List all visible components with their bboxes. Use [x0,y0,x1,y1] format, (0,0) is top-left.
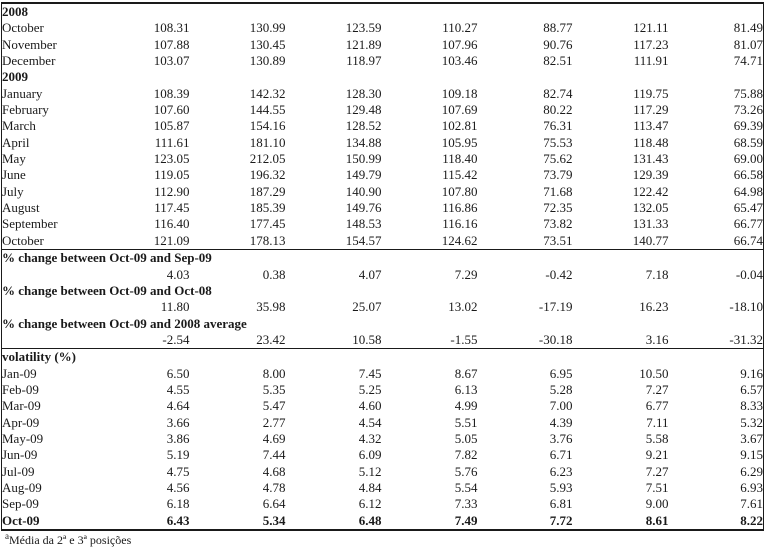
cell-value: 0.38 [262,266,286,282]
table-row [2,267,764,283]
cell-value: 7.45 [358,365,382,381]
cell-value: 90.76 [543,36,573,52]
row-label: January [2,85,43,101]
cell-value: 69.39 [733,118,763,134]
row-label: Mar-09 [2,398,41,414]
cell-value: 5.25 [358,381,382,397]
row-label: Jul-09 [2,463,35,479]
cell-value: 8.22 [740,512,763,528]
cell-value: 107.60 [153,102,190,118]
cell-value: 7.11 [646,414,669,430]
cell-value: 4.60 [358,398,382,414]
row-label: Oct-09 [2,512,40,528]
table-row [2,496,764,512]
cell-value: 107.88 [153,36,190,52]
cell-value: 13.02 [448,299,478,315]
cell-value: 117.29 [633,102,669,118]
cell-value: 105.87 [153,118,190,134]
cell-value: 3.67 [740,430,763,446]
cell-value: 196.32 [249,167,286,183]
cell-value: 107.69 [441,102,478,118]
table-row [2,431,764,447]
cell-value: 2.77 [262,414,286,430]
cell-value: 111.61 [154,134,190,150]
cell-value: 148.53 [345,216,382,232]
row-label: April [2,134,30,150]
section-header-cell: volatility (%) [2,349,764,366]
cell-value: 66.74 [733,232,763,248]
row-label: June [2,167,26,183]
table-row [2,316,764,332]
cell-value: 111.91 [633,53,669,69]
cell-value: 73.79 [543,167,573,183]
cell-value: -31.32 [729,331,763,347]
cell-value: 16.23 [639,299,669,315]
cell-value: 8.61 [645,512,669,528]
row-label [2,299,94,315]
table-row [2,283,764,299]
table-row [2,151,764,167]
cell-value: -0.04 [735,266,763,282]
cell-value: 4.56 [166,479,190,495]
cell-value: 108.31 [153,20,190,36]
cell-value: 25.07 [352,299,382,315]
row-label: May-09 [2,430,44,446]
cell-value: 7.51 [645,479,669,495]
cell-value: 5.58 [645,430,669,446]
footnote-marker: a [5,531,9,541]
cell-value: 8.00 [262,365,286,381]
cell-value: 4.03 [166,266,190,282]
section-header-cell: 2008 [2,4,28,19]
cell-value: 5.12 [358,463,382,479]
cell-value: 6.23 [549,463,573,479]
cell-value: 7.00 [549,398,573,414]
cell-value: 75.62 [543,151,573,167]
footnote-text: Média da 2ª e 3ª posições [9,533,132,547]
cell-value: 3.76 [549,430,573,446]
cell-value: 5.34 [262,512,286,528]
cell-value: 154.57 [345,232,382,248]
cell-value: 82.51 [543,53,573,69]
cell-value: 110.27 [442,20,478,36]
table-row [2,233,764,250]
cell-value: 4.55 [166,381,190,397]
table-row [2,184,764,200]
table-row [2,299,764,315]
row-label: August [2,200,40,216]
cell-value: 4.84 [358,479,382,495]
row-label: Jan-09 [2,365,37,381]
cell-value: 117.45 [154,200,190,216]
cell-value: 131.43 [632,151,669,167]
row-label: October [2,20,44,36]
cell-value: 116.86 [442,200,478,216]
cell-value: 112.90 [154,183,190,199]
cell-value: 149.79 [345,167,382,183]
cell-value: 154.16 [249,118,286,134]
cell-value: 130.45 [249,36,286,52]
cell-value: 5.76 [454,463,478,479]
cell-value: 116.40 [154,216,190,232]
row-label: July [2,183,24,199]
cell-value: 5.47 [262,398,286,414]
cell-value: 118.48 [633,134,669,150]
cell-value: -18.10 [729,299,763,315]
cell-value: 81.07 [733,36,763,52]
cell-value: 118.40 [442,151,478,167]
table-row [2,366,764,382]
cell-value: 144.55 [249,102,286,118]
table-row [2,167,764,183]
cell-value: 80.22 [543,102,573,118]
section-header-cell: 2009 [2,69,28,85]
row-label [2,332,94,349]
table-row [2,480,764,496]
cell-value: 66.58 [733,167,763,183]
table-row [2,513,764,530]
table-row [2,332,764,349]
cell-value: 121.89 [345,36,382,52]
cell-value: 140.90 [345,183,382,199]
table-row [2,37,764,53]
cell-value: 7.72 [549,512,573,528]
cell-value: 130.99 [249,20,286,36]
cell-value: 7.82 [454,447,478,463]
cell-value: 6.57 [740,381,763,397]
cell-value: 121.11 [633,20,669,36]
cell-value: 4.64 [166,398,190,414]
price-index-table [1,2,764,531]
cell-value: 3.86 [166,430,190,446]
table-row [2,53,764,69]
cell-value: 5.05 [454,430,478,446]
cell-value: 4.39 [549,414,573,430]
section-header-cell: % change between Oct-09 and 2008 average [2,315,247,331]
cell-value: 108.39 [153,85,190,101]
cell-value: 9.16 [740,365,763,381]
cell-value: 7.29 [454,266,478,282]
cell-value: 150.99 [345,151,382,167]
cell-value: 178.13 [249,232,286,248]
cell-value: 103.07 [153,53,190,69]
cell-value: 73.51 [543,232,573,248]
cell-value: 117.23 [633,36,669,52]
cell-value: 88.77 [543,20,573,36]
cell-value: 6.93 [740,479,763,495]
row-label: Aug-09 [2,479,42,495]
cell-value: 9.21 [645,447,669,463]
cell-value: 7.27 [645,381,669,397]
cell-value: 6.64 [262,496,286,512]
cell-value: 130.89 [249,53,286,69]
cell-value: 4.07 [358,266,382,282]
cell-value: 131.33 [632,216,669,232]
cell-value: 115.42 [442,167,478,183]
cell-value: 3.66 [166,414,190,430]
cell-value: 6.95 [549,365,573,381]
cell-value: 6.43 [166,512,190,528]
cell-value: 10.50 [639,365,669,381]
cell-value: 6.09 [358,447,382,463]
row-label: February [2,102,49,118]
cell-value: 3.16 [645,331,669,347]
row-label: Sep-09 [2,496,39,512]
cell-value: 113.47 [633,118,669,134]
table-row [2,102,764,118]
table-row [2,200,764,216]
table-row [2,464,764,480]
cell-value: 8.67 [454,365,478,381]
cell-value: 4.32 [358,430,382,446]
cell-value: 149.76 [345,200,382,216]
cell-value: 76.31 [543,118,573,134]
table-row [2,20,764,36]
cell-value: 4.69 [262,430,286,446]
cell-value: 5.93 [549,479,573,495]
cell-value: 7.49 [454,512,478,528]
table-row [2,118,764,134]
cell-value: 107.96 [441,36,478,52]
cell-value: 7.33 [454,496,478,512]
cell-value: 4.99 [454,398,478,414]
cell-value: 6.13 [454,381,478,397]
cell-value: 8.33 [740,398,763,414]
table-row [2,349,764,366]
cell-value: 107.80 [441,183,478,199]
cell-value: 66.77 [733,216,763,232]
cell-value: -1.55 [450,331,478,347]
cell-value: -0.42 [545,266,573,282]
cell-value: 212.05 [249,151,286,167]
cell-value: 187.29 [249,183,286,199]
cell-value: 6.50 [166,365,190,381]
cell-value: 4.78 [262,479,286,495]
cell-value: 123.05 [153,151,190,167]
row-label: November [2,36,57,52]
cell-value: 7.44 [262,447,286,463]
row-label: May [2,151,26,167]
cell-value: 82.74 [543,85,573,101]
cell-value: 7.18 [645,266,669,282]
row-label: December [2,53,56,69]
cell-value: 109.18 [441,85,478,101]
table-row [2,382,764,398]
cell-value: 177.45 [249,216,286,232]
cell-value: -30.18 [538,331,573,347]
cell-value: 68.59 [733,134,763,150]
table-row [2,415,764,431]
cell-value: 35.98 [256,299,286,315]
row-label: Apr-09 [2,414,40,430]
row-label [2,267,94,283]
table-row [2,86,764,102]
cell-value: 6.18 [166,496,190,512]
cell-value: 5.35 [262,381,286,397]
cell-value: 128.52 [345,118,382,134]
cell-value: 121.09 [153,232,190,248]
cell-value: 142.32 [249,85,286,101]
cell-value: 74.71 [733,53,763,69]
cell-value: 105.95 [441,134,478,150]
row-label: Jun-09 [2,447,38,463]
cell-value: 185.39 [249,200,286,216]
cell-value: 103.46 [441,53,478,69]
cell-value: 181.10 [249,134,286,150]
cell-value: 132.05 [632,200,669,216]
cell-value: 124.62 [441,232,478,248]
cell-value: 6.71 [549,447,573,463]
cell-value: 123.59 [345,20,382,36]
cell-value: 5.51 [454,414,478,430]
cell-value: 4.54 [358,414,382,430]
table-row [2,216,764,232]
section-header-cell: % change between Oct-09 and Oct-08 [2,282,212,298]
cell-value: 102.81 [441,118,478,134]
cell-value: 73.82 [543,216,573,232]
cell-value: 129.48 [345,102,382,118]
cell-value: 69.00 [733,151,763,167]
cell-value: 75.88 [733,85,763,101]
cell-value: 9.00 [645,496,669,512]
table-row [2,447,764,463]
table-row [2,398,764,414]
row-label: Feb-09 [2,381,39,397]
cell-value: 6.81 [549,496,573,512]
row-label: March [2,118,36,134]
cell-value: 122.42 [632,183,669,199]
cell-value: 6.48 [358,512,382,528]
cell-value: 81.49 [733,20,763,36]
cell-value: 5.54 [454,479,478,495]
cell-value: 140.77 [632,232,669,248]
row-label: October [2,232,44,248]
cell-value: 4.75 [166,463,190,479]
row-label: September [2,216,58,232]
cell-value: 23.42 [256,331,286,347]
cell-value: 4.68 [262,463,286,479]
cell-value: 128.30 [345,85,382,101]
cell-value: 134.88 [345,134,382,150]
cell-value: 9.15 [740,447,763,463]
cell-value: 65.47 [733,200,763,216]
cell-value: 7.27 [645,463,669,479]
cell-value: -2.54 [162,331,190,347]
cell-value: 72.35 [543,200,573,216]
cell-value: 116.16 [442,216,478,232]
cell-value: 7.61 [740,496,763,512]
cell-value: 129.39 [632,167,669,183]
cell-value: 75.53 [543,134,573,150]
table-row [2,250,764,267]
cell-value: 73.26 [733,102,763,118]
cell-value: 118.97 [346,53,382,69]
cell-value: 119.75 [633,85,669,101]
cell-value: 6.77 [645,398,669,414]
cell-value: 5.28 [549,381,573,397]
cell-value: 71.68 [543,183,573,199]
table-row [2,3,764,20]
cell-value: -17.19 [538,299,573,315]
cell-value: 11.80 [160,299,190,315]
cell-value: 5.32 [740,414,763,430]
cell-value: 6.29 [740,463,763,479]
table-row [2,69,764,85]
cell-value: 119.05 [154,167,190,183]
cell-value: 6.12 [358,496,382,512]
cell-value: 5.19 [166,447,190,463]
table-body [2,3,764,530]
section-header-cell: % change between Oct-09 and Sep-09 [2,250,764,267]
table-row [2,135,764,151]
cell-value: 10.58 [352,331,382,347]
cell-value: 64.98 [733,183,763,199]
